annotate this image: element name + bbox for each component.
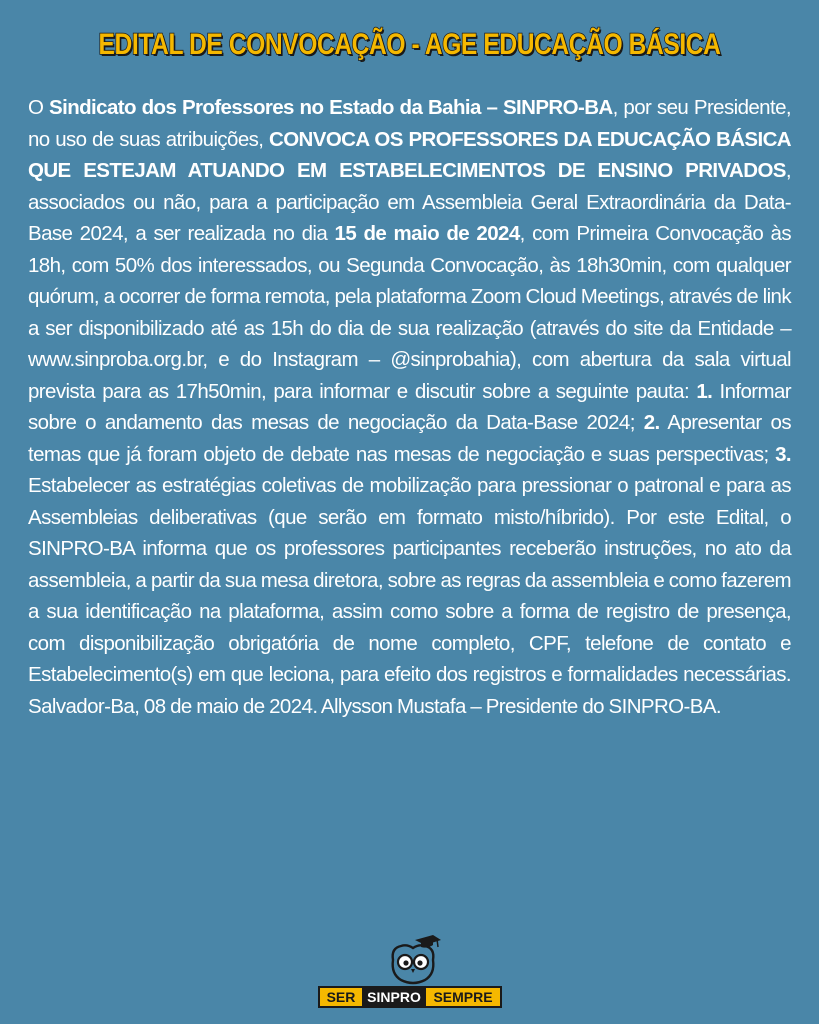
body-text-4: , com Primeira Convocação às 18h, com 50% dos interessados, ou Segunda Convocação, às 18h30min, com qualquer quórum, a ocorrer de forma remota, pela plataforma Zoom Cloud Meetings, através de link a ser disponibilizado até as 15h do dia de sua realização (através do site da Entidade – www.sinproba.org.br, e do Instagram – @sinprobahia), com abertura da sala virtual prevista para as 17h50min, para informar e discutir sobre a seguinte pauta: — [28, 222, 791, 403]
body-bold-date: 15 de maio de 2024 — [334, 222, 520, 245]
body-bold-2: CONVOCA OS PROFESSORES DA EDUCAÇÃO BÁSICA QUE ESTEJAM ATUANDO EM ESTABELECIMENTOS DE ENSINO PRIVADOS — [28, 127, 791, 182]
body-text-3: , associados ou não, para a participação em Assembleia Geral Extraordinária da Data-Base 2024, a ser realizada no dia — [28, 159, 791, 245]
logo-word-ser: SER — [320, 988, 362, 1006]
agenda-item-3-text: Estabelecer as estratégias coletivas de mobilização para pressionar o patronal e para as Assembleias deliberativas (que serão em formato misto/híbrido). Por este Edital, o SINPRO-BA informa que os professores participantes receberão instruções, no ato da assembleia, a partir da sua mesa diretora, sobre as regras da assembleia e como fazerem a sua identificação na plataforma, assim como sobre a forma de registro de presença, com disponibilização obrigatória de nome completo, CPF, telefone de contato e Estabelecimento(s) em que leciona, para efeito dos registros e formalidades necessárias. Salvador-Ba, 08 de maio de 2024. Allysson Mustafa – Presidente do SINPRO-BA. — [28, 474, 791, 718]
sinpro-logo — [0, 934, 819, 1014]
logo-wordmark — [318, 986, 502, 1008]
agenda-item-2-number: 2. — [643, 411, 660, 434]
agenda-item-3-number: 3. — [775, 442, 791, 466]
logo-word-sempre: SEMPRE — [426, 988, 500, 1006]
body-text-2: , por seu Presidente, no uso de suas atribuições, — [28, 96, 791, 151]
body-text-1: O — [28, 96, 50, 119]
agenda-item-1-text: Informar sobre o andamento das mesas de negociação da Data-Base 2024; — [28, 379, 791, 434]
body-bold-1: Sindicato dos Professores no Estado da Bahia – SINPRO-BA — [49, 96, 613, 119]
logo-word-sinpro: SINPRO — [362, 988, 426, 1006]
agenda-item-2-text: Apresentar os temas que já foram objeto de debate nas mesas de negociação e suas perspectivas; — [28, 411, 792, 466]
edital-body — [28, 92, 791, 722]
page-title: EDITAL DE CONVOCAÇÃO - AGE EDUCAÇÃO BÁSICA — [98, 28, 721, 61]
agenda-item-1-number: 1. — [696, 379, 713, 403]
owl-graduation-cap-icon — [385, 934, 441, 990]
